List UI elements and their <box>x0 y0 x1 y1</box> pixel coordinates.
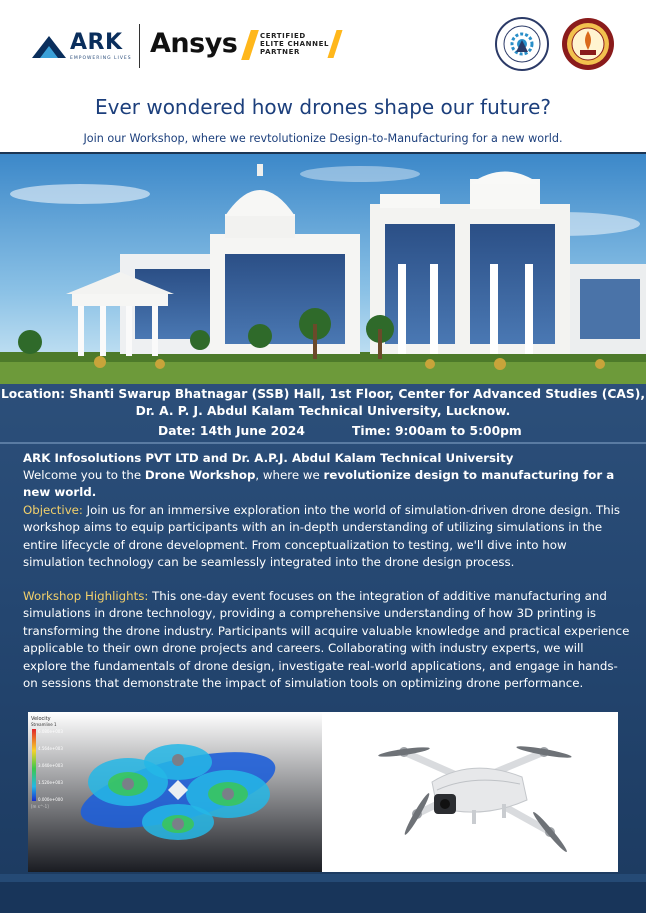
welcome-paragraph <box>23 467 631 502</box>
drone-photo <box>322 712 618 872</box>
objective-paragraph <box>23 502 631 572</box>
legend-tick: 6.080e+003 <box>38 729 63 734</box>
university-building-photo <box>0 152 646 384</box>
highlights-label: Workshop Highlights: <box>23 589 149 603</box>
ansys-certification <box>260 32 329 56</box>
legend-tick: 1.520e+003 <box>38 780 63 785</box>
ansys-slash-icon <box>327 30 342 58</box>
legend-title: Velocity <box>31 716 51 722</box>
ansys-wordmark: Ansys <box>150 28 238 59</box>
ansys-logo <box>148 28 348 64</box>
organizer-line: ARK Infosolutions PVT LTD and Dr. A.P.J. Abdul Kalam Technical University <box>23 451 514 465</box>
legend-tick: 4.564e+003 <box>38 746 63 751</box>
objective-label: Objective: <box>23 503 83 517</box>
welcome-prefix: Welcome you to the <box>23 468 145 482</box>
ark-wordmark: ARK <box>70 30 123 55</box>
ark-tagline: EMPOWERING LIVES <box>70 56 132 61</box>
ark-triangle-icon <box>32 34 66 58</box>
legend-tick: 0.000e+000 <box>38 797 63 802</box>
welcome-mid: , where we <box>255 468 324 482</box>
event-date: Date: 14th June 2024 <box>158 424 305 438</box>
event-time: Time: 9:00am to 5:00pm <box>352 424 522 438</box>
page-headline: Ever wondered how drones shape our future? <box>94 95 551 119</box>
legend-subtitle: Streamline 1 <box>31 722 57 727</box>
section-divider <box>0 442 646 444</box>
ansys-slash-icon <box>241 30 259 60</box>
logo-divider <box>139 24 140 68</box>
drone-simulation-image <box>28 712 322 872</box>
cert-line-2: ELITE CHANNEL <box>260 40 330 48</box>
legend-colorbar <box>32 729 36 801</box>
footer-stripe <box>0 874 646 882</box>
cert-line-3: PARTNER <box>260 48 300 56</box>
drone-icon <box>322 712 618 872</box>
location-line-2: Dr. A. P. J. Abdul Kalam Technical University, Lucknow. <box>135 404 511 418</box>
location-line-1: Location: Shanti Swarup Bhatnagar (SSB) Hall, 1st Floor, Center for Advanced Studies (CAS), <box>0 387 646 401</box>
cas-seal-icon <box>494 16 550 72</box>
page-subheadline: Join our Workshop, where we revtolutionize Design-to-Manufacturing for a new world. <box>83 132 563 145</box>
location-block <box>0 386 646 420</box>
footer-bar <box>0 882 646 913</box>
highlights-text: This one-day event focuses on the integration of additive manufacturing and simulations in drone technology, providing a comprehensive understanding of how 3D printing is transforming the drone industry. Participants will acquire valuable knowledge and practical experience applicable to their own drone projects and careers. Collaborating with industry experts, we will explore the fundamentals of drone design, investigate real-world applications, and engage in hands-on sessions that demonstrate the impact of simulation tools on optimizing drone performance. <box>23 589 630 691</box>
ark-logo <box>32 30 132 64</box>
welcome-bold-revolutionize: revolutionize design to manufacturing for a new world. <box>23 468 615 500</box>
objective-text: Join us for an immersive exploration into the world of simulation-driven drone design. This workshop aims to equip participants with an in-depth understanding of utilizing simulations in the entire lifecycle of drone development. From conceptualization to testing, we'll dive into how simulation technology can be seamlessly integrated into the drone design process. <box>23 503 621 570</box>
legend-tick: 3.040e+003 <box>38 763 63 768</box>
highlights-paragraph <box>23 588 631 692</box>
legend-unit: [m s^-1] <box>31 804 49 809</box>
aktu-seal-icon <box>560 16 616 72</box>
cert-line-1: CERTIFIED <box>260 32 306 40</box>
welcome-bold-workshop: Drone Workshop <box>144 468 256 482</box>
header-bar <box>0 0 646 90</box>
